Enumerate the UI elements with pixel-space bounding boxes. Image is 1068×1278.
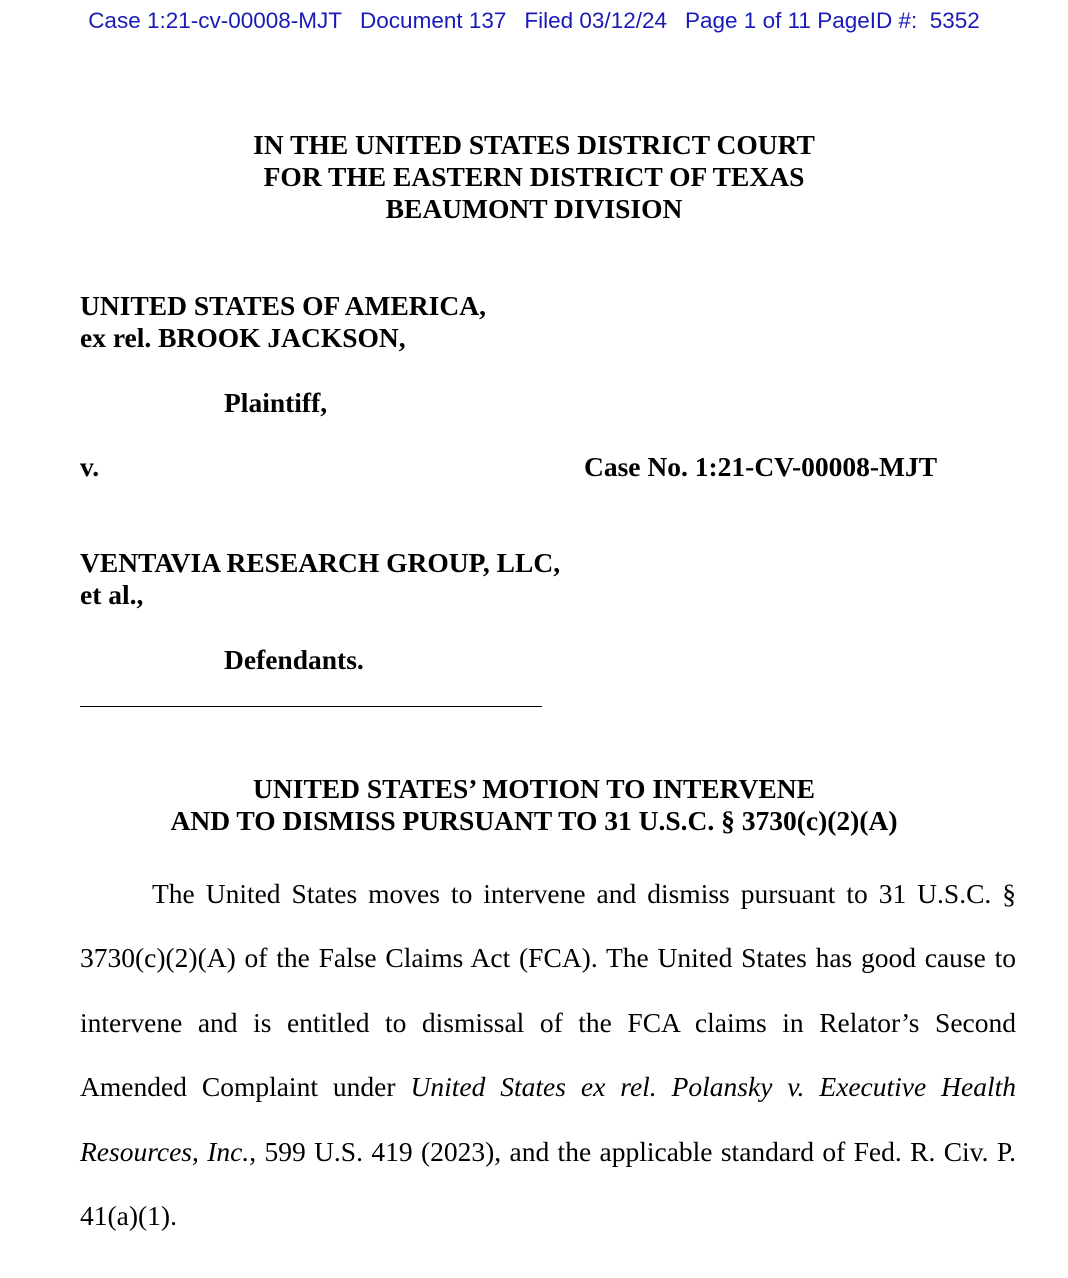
defendant-caption [80,547,560,611]
case-citation: United States ex rel. Polansky v. Executive Health Resources, Inc. [80,1071,1016,1167]
body-text-part-1: The United States moves to intervene and dismiss pursuant to 31 U.S.C. § 3730(c)(2)(A) of the False Claims Act (FCA). The United States has good cause to intervene and is entitled to dismissal of the FCA claims in Relator’s Second Amended Complaint under [80,878,1016,1103]
court-heading-line-3: BEAUMONT DIVISION [385,193,683,224]
defendant-name: VENTAVIA RESEARCH GROUP, LLC, [80,547,561,578]
stamp-page-id: Page 1 of 11 PageID #: 5352 [685,8,980,33]
court-heading [0,129,1068,225]
versus-label: v. [80,451,100,482]
motion-title [0,773,1068,837]
defendant-role: Defendants. [224,644,364,675]
defendant-et-al: et al., [80,579,144,610]
plaintiff-caption [80,290,486,354]
motion-body-paragraph [80,862,1016,1248]
stamp-case-number: Case 1:21-cv-00008-MJT [88,8,343,33]
motion-title-line-1: UNITED STATES’ MOTION TO INTERVENE [253,773,815,804]
body-text-part-2: , 599 U.S. 419 (2023), and the applicable standard of Fed. R. Civ. P. 41(a)(1). [80,1135,1016,1232]
court-heading-line-2: FOR THE EASTERN DISTRICT OF TEXAS [263,161,805,192]
stamp-document-number: Document 137 [360,8,507,33]
plaintiff-name: UNITED STATES OF AMERICA, [80,290,486,321]
court-heading-line-1: IN THE UNITED STATES DISTRICT COURT [253,129,815,160]
relator-name: ex rel. BROOK JACKSON, [80,322,406,353]
motion-title-line-2: AND TO DISMISS PURSUANT TO 31 U.S.C. § 3730(c)(2)(A) [170,805,898,836]
stamp-filed-date: Filed 03/12/24 [524,8,667,33]
plaintiff-role: Plaintiff, [224,387,328,418]
case-number: Case No. 1:21-CV-00008-MJT [584,451,938,482]
caption-divider [80,706,542,707]
ecf-header-stamp [0,8,1068,34]
